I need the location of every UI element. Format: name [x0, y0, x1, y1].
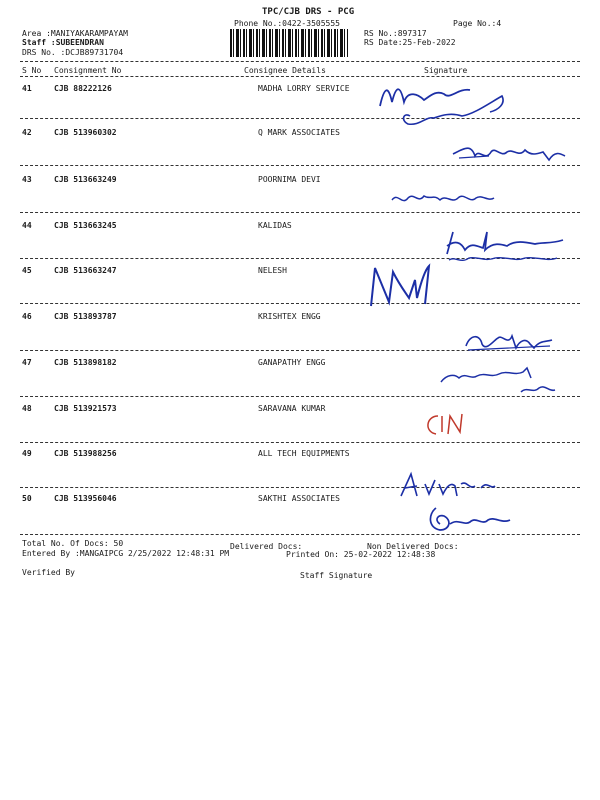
col-sno: S No: [22, 66, 42, 75]
row-sno: 44: [22, 221, 32, 230]
barcode: [230, 29, 348, 57]
header-divider-top: [20, 61, 580, 62]
signature-row-44: [425, 228, 575, 272]
row-divider: [20, 303, 580, 304]
signature-row-46: [460, 326, 560, 356]
row-sno: 41: [22, 84, 32, 93]
row-consignment: CJB 513956046: [54, 494, 117, 503]
signature-row-47: [435, 360, 565, 402]
signature-row-49: [395, 470, 505, 500]
row-consignee: MADHA LORRY SERVICE: [258, 84, 350, 93]
phone-number: Phone No.:0422-3505555: [234, 19, 340, 28]
signature-row-41: [370, 76, 520, 134]
col-consignment: Consignment No: [54, 66, 122, 75]
verified-by: Verified By: [22, 568, 75, 577]
row-consignment: CJB 513893787: [54, 312, 117, 321]
signature-row-45: [365, 262, 445, 310]
row-consignee: NELESH: [258, 266, 287, 275]
row-consignee: SAKTHI ASSOCIATES: [258, 494, 340, 503]
row-consignee: ALL TECH EQUIPMENTS: [258, 449, 350, 458]
row-consignment: CJB 513960302: [54, 128, 117, 137]
row-consignee: KRISHTEX ENGG: [258, 312, 321, 321]
delivered-docs: Delivered Docs:: [230, 542, 303, 551]
row-consignment: CJB 513921573: [54, 404, 117, 413]
signature-row-50: [422, 500, 532, 536]
row-consignment: CJB 513988256: [54, 449, 117, 458]
row-consignee: POORNIMA DEVI: [258, 175, 321, 184]
row-sno: 42: [22, 128, 32, 137]
row-sno: 47: [22, 358, 32, 367]
row-consignment: CJB 88222126: [54, 84, 112, 93]
page-number: Page No.:4: [453, 19, 502, 28]
row-consignee: Q MARK ASSOCIATES: [258, 128, 340, 137]
area-label: Area :MANIYAKARAMPAYAM: [22, 29, 128, 38]
row-divider: [20, 212, 580, 213]
rs-number: RS No.:897317: [364, 29, 427, 38]
drs-number: DRS No. :DCJB89731704: [22, 48, 124, 57]
non-delivered-docs: Non Delivered Docs:: [367, 542, 459, 551]
row-consignment: CJB 513663249: [54, 175, 117, 184]
row-divider: [20, 442, 580, 443]
total-docs: Total No. Of Docs: 50: [22, 539, 124, 548]
printed-on: Printed On: 25-02-2022 12:48:38: [286, 550, 436, 559]
rs-date: RS Date:25-Feb-2022: [364, 38, 456, 47]
col-consignee: Consignee Details: [244, 66, 326, 75]
row-sno: 46: [22, 312, 32, 321]
row-sno: 50: [22, 494, 32, 503]
row-sno: 45: [22, 266, 32, 275]
row-sno: 43: [22, 175, 32, 184]
signature-row-42: [445, 138, 575, 172]
row-consignee: SARAVANA KUMAR: [258, 404, 326, 413]
col-signature: Signature: [424, 66, 468, 75]
row-consignee: GANAPATHY ENGG: [258, 358, 326, 367]
staff-label: Staff :SUBEENDRAN: [22, 38, 104, 47]
row-consignment: CJB 513663247: [54, 266, 117, 275]
entered-by: Entered By :MANGAIPCG 2/25/2022 12:48:31 PM: [22, 549, 230, 558]
row-consignment: CJB 513898182: [54, 358, 117, 367]
signature-row-43: [388, 186, 508, 212]
signature-row-48: [420, 410, 470, 440]
row-consignment: CJB 513663245: [54, 221, 117, 230]
document-title: TPC/CJB DRS - PCG: [262, 7, 355, 17]
row-sno: 48: [22, 404, 32, 413]
row-consignee: KALIDAS: [258, 221, 292, 230]
staff-signature: Staff Signature: [300, 571, 373, 580]
row-sno: 49: [22, 449, 32, 458]
